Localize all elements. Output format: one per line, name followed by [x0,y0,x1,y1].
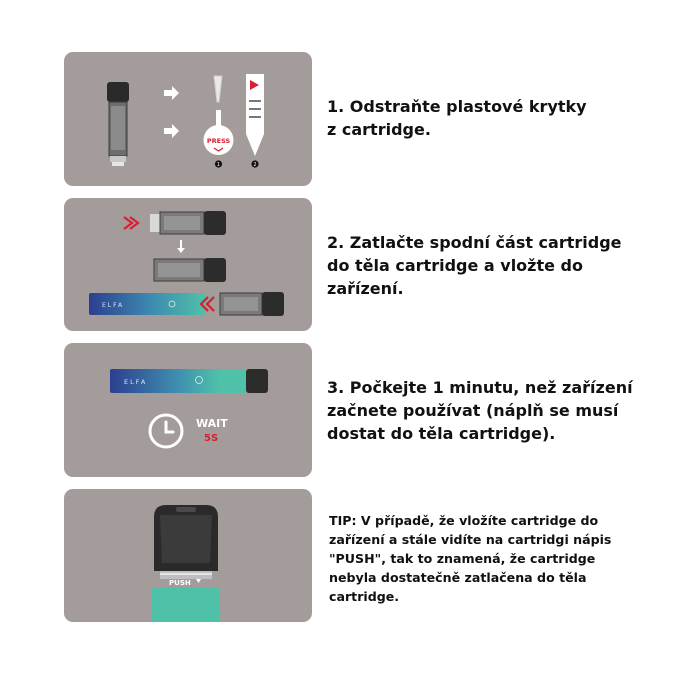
tip-line: zařízení a stále vidíte na cartridgi nápis [329,532,612,547]
arrow-down-icon [177,240,185,253]
tip-illustration [64,489,312,622]
step-2-illustration [64,198,312,331]
step-2-line: 2. Zatlačte spodní část cartridge [327,233,622,252]
step-2-text [327,231,622,300]
step-1-text [327,95,587,141]
insert-cartridge-diagram [64,198,312,331]
device-brand: ELFA [102,302,125,309]
arrow-right-icon [164,86,179,100]
step-1-line: z cartridge. [327,120,431,139]
tip-text [329,511,611,606]
step-3-text [327,376,633,445]
step-3-line: 3. Počkejte 1 minutu, než zařízení [327,378,633,397]
tip-line: cartridge. [329,589,400,604]
step-2-line: zařízení. [327,279,404,298]
cartridge-top-icon [154,505,218,579]
step-3-line: začnete používat (náplň se musí [327,401,619,420]
push-arrow-icon [196,579,201,583]
bottom-cap-icon [204,110,234,155]
arrow-right-icon [164,124,179,138]
push-label: PUSH [169,579,191,587]
press-label: PRESS [206,137,231,145]
marker-1-label: 1 [216,162,221,168]
wait-diagram [64,343,312,477]
cartridge-icon [220,292,284,316]
device-body-icon [89,293,205,315]
wait-label: WAIT [196,417,228,430]
top-cap-icon [214,76,222,102]
cartridge-icon [154,258,226,282]
step-1-line: 1. Odstraňte plastové krytky [327,97,587,116]
step-3-line: dostat do těla cartridge). [327,424,556,443]
device-brand: ELFA [124,378,148,386]
device-body-icon [110,369,268,393]
device-body-icon [152,587,220,622]
clock-icon [150,415,182,447]
marker-2-label: 2 [253,162,257,168]
push-detail-diagram [64,489,312,622]
step-2-line: do těla cartridge a vložte do [327,256,583,275]
remove-caps-diagram [64,52,312,186]
step-3-illustration [64,343,312,477]
instruction-card-icon [246,74,264,156]
step-1-illustration [64,52,312,186]
cartridge-icon [150,211,226,235]
tip-line: TIP: V případě, že vložíte cartridge do [329,513,599,528]
tip-line: "PUSH", tak to znamená, že cartridge [329,551,596,566]
cartridge-icon [107,82,129,166]
tip-line: nebyla dostatečně zatlačena do těla [329,570,587,585]
wait-time: 5S [204,433,219,444]
double-chevron-icon [124,217,138,229]
